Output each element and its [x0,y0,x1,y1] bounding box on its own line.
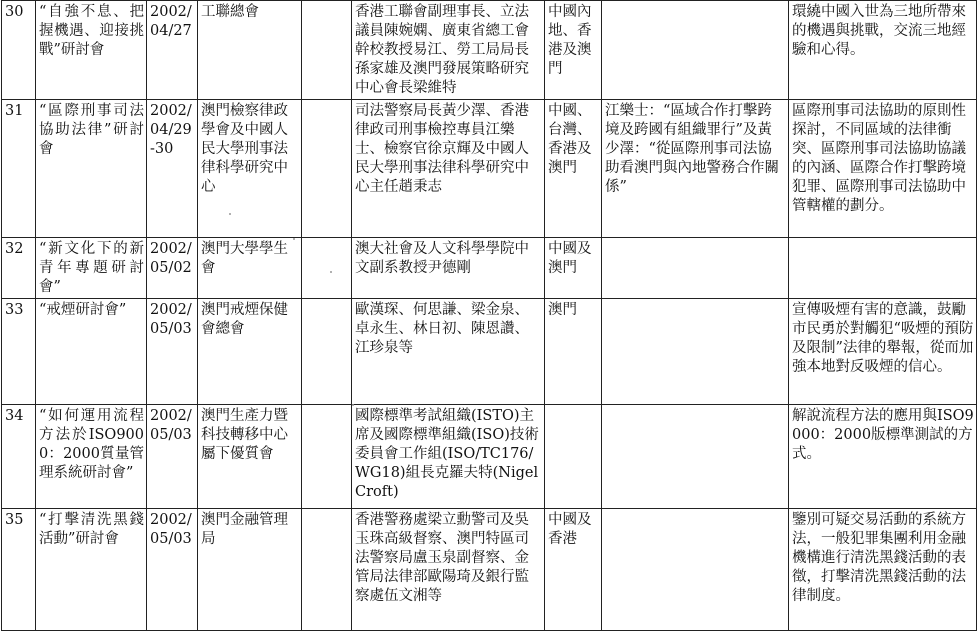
organizer: 澳門大學學生會 [198,238,302,299]
record-number: 31 [2,100,36,238]
empty-cell [302,299,352,405]
table-row [2,238,977,299]
participants: 香港工聯會副理事長、立法議員陳婉嫻、廣東省總工會幹校教授易江、勞工局局長孫家雄及澳門發展策略研究中心會長梁維特 [352,1,545,100]
record-number: 32 [2,238,36,299]
seminar-date: 2002/05/03 [147,405,198,509]
seminar-date: 2002/04/27 [147,1,198,100]
seminar-title: “自強不息、把握機遇、迎接挑戰”研討會 [36,1,147,100]
record-number: 33 [2,299,36,405]
scan-speck [293,238,295,240]
record-number: 35 [2,509,36,631]
region [545,405,602,509]
participants: 澳大社會及人文科學學院中文副系教授尹德剛 [352,238,545,299]
seminar-title: “如何運用流程方法於ISO9000：2000質量管理系統研討會” [36,405,147,509]
record-number: 34 [2,405,36,509]
content: 環繞中國入世為三地所帶來的機遇與挑戰，交流三地經驗和心得。 [789,1,977,100]
table-row [2,299,977,405]
topic [602,238,789,299]
empty-cell [302,238,352,299]
topic: 江樂士：“區域合作打擊跨境及跨國有組織罪行”及黃少澤：“從區際刑事司法協助看澳門與內地警務合作關係” [602,100,789,238]
organizer: 工聯總會 [198,1,302,100]
region: 澳門 [545,299,602,405]
table-row [2,405,977,509]
topic [602,405,789,509]
record-number: 30 [2,1,36,100]
topic [602,1,789,100]
participants: 歐漢琛、何思謙、梁金泉、卓永生、林日初、陳恩讚、江珍泉等 [352,299,545,405]
empty-cell [302,1,352,100]
table-row [2,1,977,100]
empty-cell [302,405,352,509]
seminar-title: “區際刑事司法協助法律”研討會 [36,100,147,238]
participants: 司法警察局長黃少澤、香港律政司刑事檢控專員江樂士、檢察官徐京輝及中國人民大學刑事法律科學研究中心主任趙秉志 [352,100,545,238]
organizer: 澳門生產力暨科技轉移中心屬下優質會 [198,405,302,509]
content: 解說流程方法的應用與ISO9000：2000版標準測試的方式。 [789,405,977,509]
region: 中國、台灣、香港及澳門 [545,100,602,238]
empty-cell [302,509,352,631]
seminar-date: 2002/05/03 [147,509,198,631]
region: 中國及澳門 [545,238,602,299]
content [789,238,977,299]
seminar-date: 2002/04/29-30 [147,100,198,238]
seminar-title: “戒煙研討會” [36,299,147,405]
scan-speck [330,271,332,273]
content: 鑒別可疑交易活動的系統方法，一般犯罪集團利用金融機構進行清洗黑錢活動的表徵，打擊清洗黑錢活動的法律制度。 [789,509,977,631]
organizer: 澳門檢察律政學會及中國人民大學刑事法律科學研究中心 [198,100,302,238]
content: 區際刑事司法協助的原則性探討，不同區域的法律衝突、區際刑事司法協助協議的內涵、區際合作打擊跨境犯罪、區際刑事司法協助中管轄權的劃分。 [789,100,977,238]
scan-speck [352,404,354,406]
organizer: 澳門戒煙保健會總會 [198,299,302,405]
scan-speck [229,213,231,215]
seminar-records-table [1,0,977,631]
topic [602,299,789,405]
seminar-title: “打擊清洗黑錢活動”研討會 [36,509,147,631]
content: 宣傳吸煙有害的意識，鼓勵市民勇於對觸犯“吸煙的預防及限制”法律的舉報，從而加強本地對反吸煙的信心。 [789,299,977,405]
region: 中國及香港 [545,509,602,631]
seminar-date: 2002/05/02 [147,238,198,299]
participants: 國際標準考試組織(ISTO)主席及國際標準組織(ISO)技術委員會工作組(ISO/TC176/WG18)組長克羅夫特(Nigel Croft) [352,405,545,509]
region: 中國內地、香港及澳門 [545,1,602,100]
seminar-date: 2002/05/03 [147,299,198,405]
table-row [2,509,977,631]
table-body [2,1,977,631]
topic [602,509,789,631]
seminar-title: “新文化下的新青年專題研討會” [36,238,147,299]
empty-cell [302,100,352,238]
table-row [2,100,977,238]
participants: 香港警務處梁立勳警司及吳玉珠高級督察、澳門特區司法警察局盧玉泉副督察、金管局法律部歐陽琦及銀行監察處伍文湘等 [352,509,545,631]
organizer: 澳門金融管理局 [198,509,302,631]
